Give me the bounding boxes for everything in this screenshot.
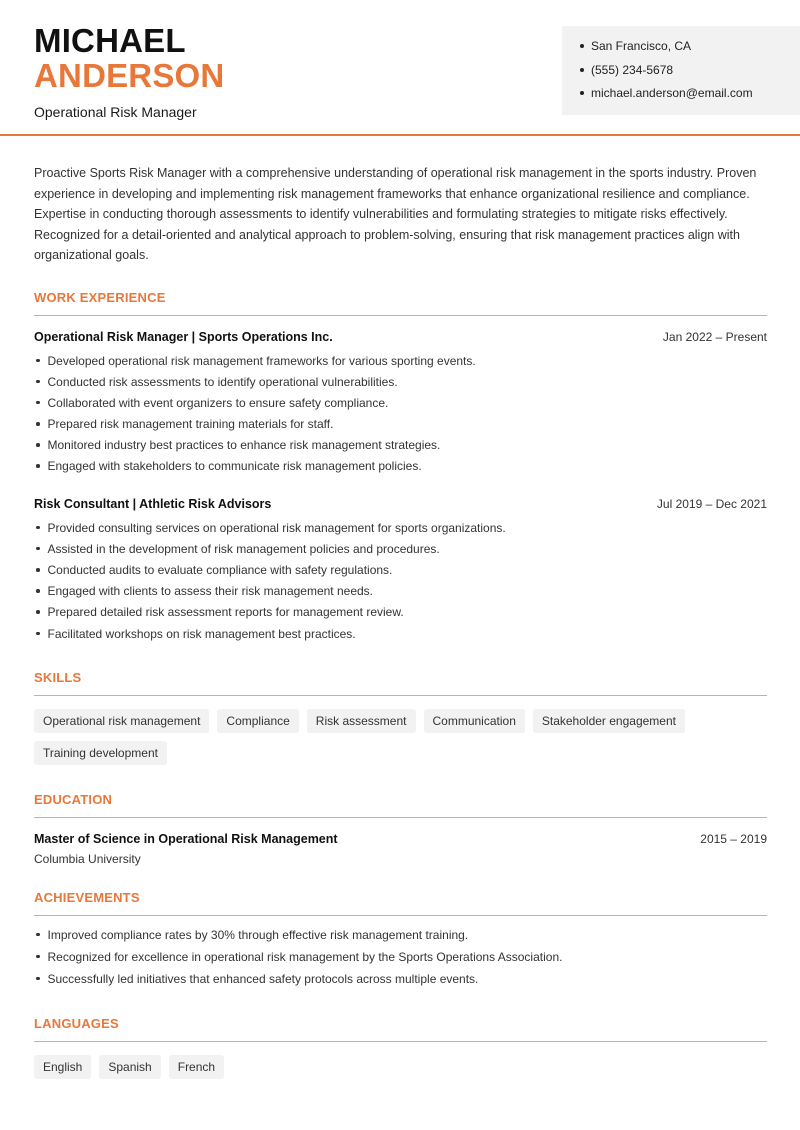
job-entry: [34, 330, 767, 481]
contact-box: [562, 26, 800, 115]
section-title-skills: SKILLS: [34, 670, 767, 696]
list-item: [34, 542, 767, 563]
list-item: [34, 354, 767, 375]
section-title-achievements: ACHIEVEMENTS: [34, 890, 767, 916]
contact-email: [580, 86, 800, 110]
last-name: ANDERSON: [34, 57, 225, 94]
summary-text: Proactive Sports Risk Manager with a comprehensive understanding of operational risk management in the sports industry. Proven experience in developing and implementing risk management frameworks that enhance organizational resilience and compliance. Expertise in conducting thorough assessments to identify vulnerabilities and formulating strategies to mitigate risks effectively. Recognized for a detail-oriented and analytical approach to problem-solving, ensuring that risk management practices align with organizational goals.: [34, 166, 757, 262]
skills-list: [34, 709, 734, 765]
languages-list: [34, 1055, 734, 1079]
list-item: [34, 928, 767, 950]
section-title-education: EDUCATION: [34, 792, 767, 818]
contact-phone: [580, 63, 800, 87]
job-role: Operational Risk Manager | Sports Operations Inc.: [34, 329, 333, 344]
skill-chip: Stakeholder engagement: [533, 709, 685, 733]
bullet-icon: [36, 422, 40, 426]
section-title-languages: LANGUAGES: [34, 1016, 767, 1042]
list-item-text: Collaborated with event organizers to ensure safety compliance.: [47, 395, 389, 410]
contact-email-text: michael.anderson@email.com: [591, 86, 753, 100]
bullet-icon: [36, 464, 40, 468]
bullet-icon: [36, 359, 40, 363]
bullet-icon: [36, 955, 40, 959]
contact-phone-text: (555) 234-5678: [591, 62, 674, 77]
job-bullets: [34, 354, 767, 481]
bullet-icon: [36, 526, 40, 530]
skill-chip: Risk assessment: [307, 709, 416, 733]
list-item-text: Assisted in the development of risk management policies and procedures.: [47, 541, 440, 556]
skill-chip: Training development: [34, 741, 167, 765]
bullet-icon: [36, 568, 40, 572]
achievements-list: [34, 928, 767, 994]
bullet-icon: [36, 977, 40, 981]
list-item: [34, 521, 767, 542]
job-header: [34, 330, 767, 344]
skill-chip: Compliance: [217, 709, 298, 733]
first-name: MICHAEL: [34, 22, 186, 59]
skill-chip: Operational risk management: [34, 709, 209, 733]
list-item-text: Developed operational risk management frameworks for various sporting events.: [47, 353, 476, 368]
job-date: Jan 2022 – Present: [662, 329, 767, 344]
list-item-text: Improved compliance rates by 30% through effective risk management training.: [47, 927, 469, 942]
section-title-work: WORK EXPERIENCE: [34, 290, 767, 316]
list-item-text: Engaged with clients to assess their risk management needs.: [47, 584, 374, 599]
language-chip: Spanish: [99, 1055, 160, 1079]
job-entry: [34, 497, 767, 648]
contact-location-text: San Francisco, CA: [591, 39, 692, 53]
list-item: [34, 627, 767, 648]
bullet-icon: [580, 91, 584, 95]
list-item: [34, 459, 767, 480]
bullet-icon: [580, 44, 584, 48]
resume-header: [0, 0, 800, 136]
education-date: 2015 – 2019: [700, 831, 767, 846]
job-bullets: [34, 521, 767, 648]
bullet-icon: [36, 610, 40, 614]
list-item-text: Facilitated workshops on risk management best practices.: [47, 626, 356, 641]
list-item: [34, 375, 767, 396]
bullet-icon: [36, 380, 40, 384]
list-item-text: Prepared risk management training materials for staff.: [47, 417, 334, 432]
list-item-text: Provided consulting services on operational risk management for sports organizations.: [47, 520, 506, 535]
job-date: Jul 2019 – Dec 2021: [656, 496, 767, 511]
list-item-text: Prepared detailed risk assessment reports for management review.: [47, 605, 404, 620]
bullet-icon: [36, 443, 40, 447]
skill-chip: Communication: [424, 709, 525, 733]
bullet-icon: [580, 68, 584, 72]
contact-location: [580, 39, 800, 63]
name-block: [34, 24, 224, 120]
list-item-text: Successfully led initiatives that enhanced safety protocols across multiple events.: [47, 971, 479, 986]
education-degree: Master of Science in Operational Risk Management: [34, 831, 338, 846]
language-chip: French: [169, 1055, 224, 1079]
list-item: [34, 972, 767, 994]
list-item-text: Recognized for excellence in operational risk management by the Sports Operations Association.: [47, 949, 563, 964]
bullet-icon: [36, 547, 40, 551]
education-school: Columbia University: [34, 851, 141, 866]
list-item: [34, 584, 767, 605]
list-item: [34, 396, 767, 417]
bullet-icon: [36, 589, 40, 593]
job-header: [34, 497, 767, 511]
bullet-icon: [36, 933, 40, 937]
list-item: [34, 563, 767, 584]
list-item-text: Conducted risk assessments to identify operational vulnerabilities.: [47, 374, 398, 389]
bullet-icon: [36, 632, 40, 636]
list-item-text: Conducted audits to evaluate compliance with safety regulations.: [47, 563, 393, 577]
education-header: [34, 832, 767, 846]
job-title: Operational Risk Manager: [34, 104, 197, 120]
list-item: [34, 438, 767, 459]
education-entry: [34, 832, 767, 866]
list-item: [34, 417, 767, 438]
bullet-icon: [36, 401, 40, 405]
list-item: [34, 950, 767, 972]
list-item-text: Monitored industry best practices to enhance risk management strategies.: [47, 438, 441, 453]
list-item-text: Engaged with stakeholders to communicate risk management policies.: [47, 459, 422, 474]
resume-content: [0, 163, 800, 1079]
language-chip: English: [34, 1055, 91, 1079]
job-role: Risk Consultant | Athletic Risk Advisors: [34, 496, 272, 511]
list-item: [34, 605, 767, 626]
